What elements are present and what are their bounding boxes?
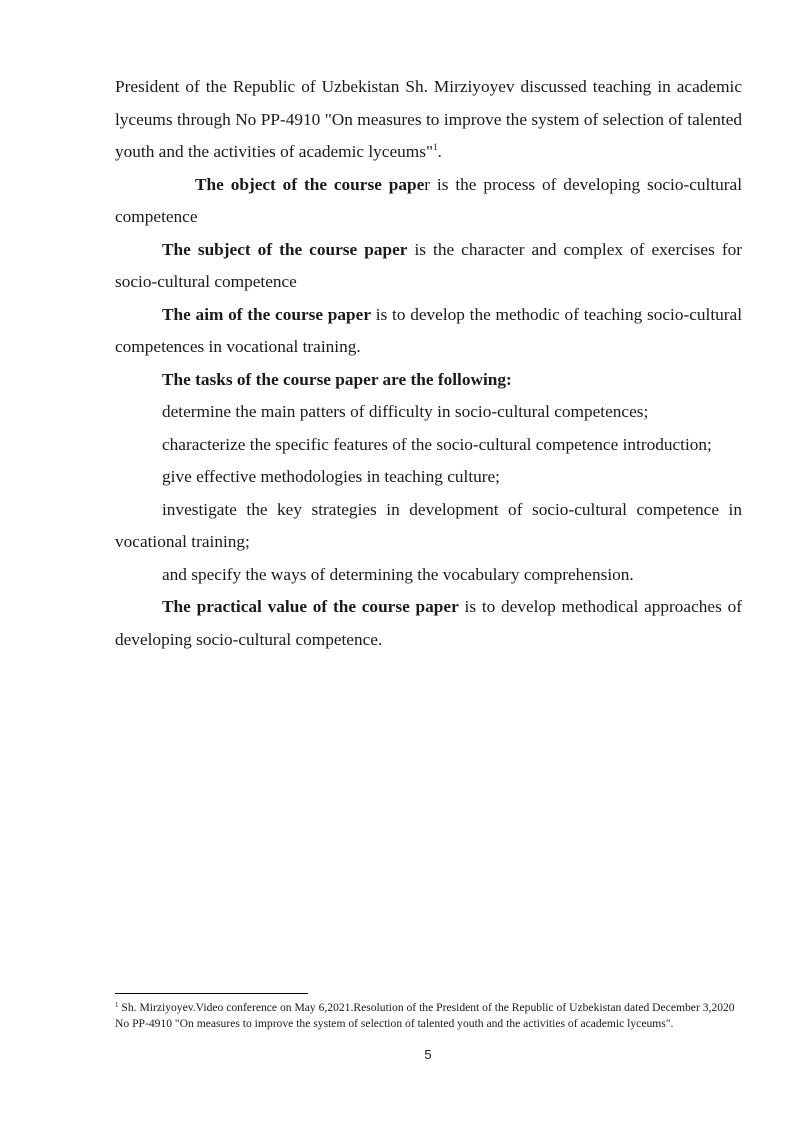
footnote-text: Sh. Mirziyoyev.Video conference on May 6,2021.Resolution of the President of the Republic of Uzbekistan dated December 3,2020 No PP-4910 "On measures to improve the system of selection of talented youth and the activities of academic lyceums". [115,1001,735,1030]
paragraph-intro [115,71,742,169]
paragraph-practical [115,591,742,656]
paragraph-subject [115,234,742,299]
task-item: investigate the key strategies in development of socio-cultural competence in vocational training; [115,499,742,551]
aim-label: The aim of the course paper [162,304,371,324]
task-item: give effective methodologies in teaching culture; [162,467,500,486]
footnote [115,1000,740,1031]
subject-label: The subject of the course paper [162,239,408,259]
practical-text: is to develop methodical approaches of developing socio-cultural competence. [115,597,742,649]
tasks-heading: The tasks of the course paper are the following: [162,369,512,389]
aim-text: is to develop the methodic of teaching socio-cultural competences in vocational training. [115,304,742,356]
paragraph-object [115,169,742,234]
page-number: 5 [424,1047,432,1062]
task-item: and specify the ways of determining the vocabulary comprehension. [162,564,634,584]
main-text [115,71,742,656]
footnote-reference[interactable]: 1 [433,142,438,152]
object-text: r is the process of developing socio-cultural competence [115,174,742,226]
footnote-marker: 1 [115,1001,119,1009]
intro-text: President of the Republic of Uzbekistan Sh. Mirziyoyev discussed teaching in academic lyceums through No PP-4910 "On measures to improve the system of selection of talented youth and the activities of academic lyceums" [115,77,742,161]
task-item: determine the main patters of difficulty in socio-cultural competences; [162,402,649,421]
object-label: The object of the course pape [195,174,425,194]
paragraph-aim [115,299,742,364]
practical-label: The practical value of the course paper [162,597,459,616]
intro-period: . [437,142,442,161]
subject-text: is the character and complex of exercises for socio-cultural competence [115,239,742,291]
footnote-separator [115,993,308,994]
task-item: characterize the specific features of the socio-cultural competence introduction; [162,434,712,454]
